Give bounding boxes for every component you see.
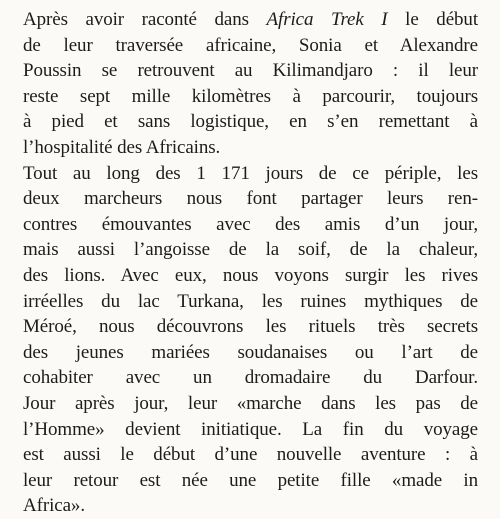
- text-line: Jour après jour, leur «marche dans les pas de: [23, 392, 478, 414]
- text-line: est aussi le début d’une nouvelle aventure : à: [23, 444, 478, 466]
- paragraph-1: [23, 7, 478, 161]
- text-line: deux marcheurs nous font partager leurs ren-: [23, 188, 478, 210]
- text-line: contres émouvantes avec des amis d’un jour,: [23, 213, 478, 235]
- text-line: des jeunes mariées soudanaises ou l’art de: [23, 341, 478, 363]
- text-line: Méroé, nous découvrons les rituels très secrets: [23, 316, 478, 338]
- text-line: à pied et sans logistique, en s’en remettant à: [23, 111, 478, 133]
- text-line: Africa».: [23, 495, 85, 517]
- text-line: l’Homme» devient initiatique. La fin du voyage: [23, 418, 478, 440]
- text-line: l’hospitalité des Africains.: [23, 136, 221, 158]
- text-line: leur retour est née une petite fille «made in: [23, 469, 478, 491]
- text-line: reste sept mille kilomètres à parcourir, toujours: [23, 85, 478, 107]
- text-line: de leur traversée africaine, Sonia et Alexandre: [23, 34, 478, 56]
- text-line: cohabiter avec un dromadaire du Darfour.: [23, 367, 478, 389]
- text-fragment: Après avoir raconté dans: [23, 9, 267, 30]
- book-title: Africa Trek I: [266, 9, 388, 30]
- text-line: mais aussi l’angoisse de la soif, de la chaleur,: [23, 239, 478, 261]
- paragraph-2: [23, 161, 478, 519]
- text-line: irréelles du lac Turkana, les ruines mythiques de: [23, 290, 478, 312]
- text-line: Tout au long des 1 171 jours de ce périple, les: [23, 162, 478, 184]
- text-line: [23, 7, 478, 33]
- text-line: Poussin se retrouvent au Kilimandjaro : il leur: [23, 60, 478, 82]
- text-block: [23, 7, 478, 519]
- text-fragment: le début: [387, 9, 479, 30]
- text-line: des lions. Avec eux, nous voyons surgir les rives: [23, 264, 478, 286]
